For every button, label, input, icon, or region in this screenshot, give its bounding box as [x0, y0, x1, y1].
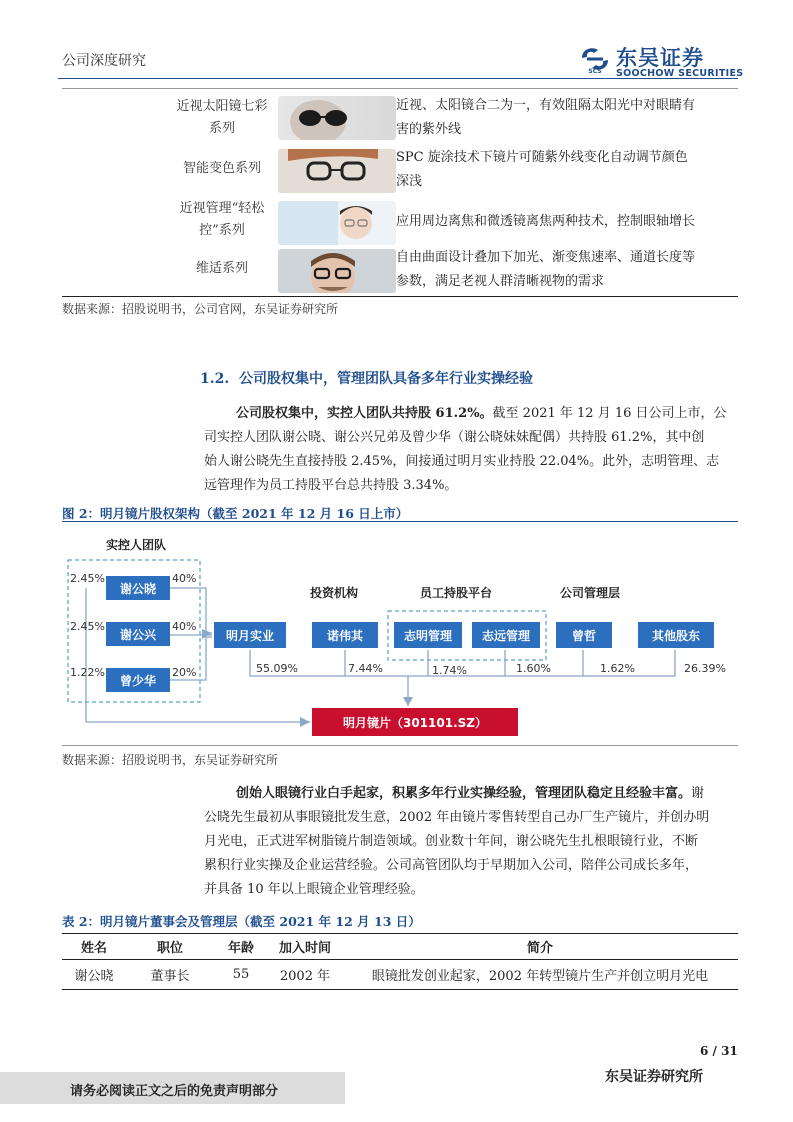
ownership-chart — [0, 522, 793, 744]
series-row — [62, 246, 738, 296]
shareholder-pct-label: 1.60% — [516, 662, 551, 675]
shareholder-pct-label: 1.62% — [600, 662, 635, 675]
direct-pct-label: 2.45% — [70, 620, 105, 633]
series-source: 数据来源：招股说明书，公司官网，东吴证券研究所 — [62, 302, 339, 316]
series-desc: SPC 旋涂技术下镜片可随紫外线变化自动调节颜色 深浅 — [396, 150, 688, 189]
series-row — [62, 198, 738, 248]
man-glasses-photo — [278, 249, 396, 293]
doc-type-label: 公司深度研究 — [62, 53, 146, 69]
controller-xie-gongxing: 谢公兴 — [106, 622, 170, 646]
header-rule — [58, 78, 738, 79]
shareholder-pct-label: 26.39% — [684, 662, 726, 675]
cell-intro: 眼镜批发创业起家，2002 年转型镜片生产并创立明月光电 — [342, 960, 738, 990]
shareholder-others: 其他股东 — [638, 622, 714, 648]
shareholder-nuoweiqi: 诺伟其 — [312, 622, 378, 648]
col-header: 姓名 — [62, 934, 126, 960]
controller-xie-gongxiao: 谢公晓 — [106, 576, 170, 600]
logo-name-cn: 东吴证券 — [616, 46, 704, 70]
section-heading: 1.2. 公司股权集中，管理团队具备多年行业实操经验 — [200, 371, 533, 387]
glasses-woman-photo — [278, 149, 396, 193]
mingyue-pct-label: 40% — [172, 620, 197, 633]
cell-position: 董事长 — [126, 960, 214, 990]
table-header-row — [62, 934, 738, 960]
cell-name: 谢公晓 — [62, 960, 126, 990]
shareholder-zhiyuan: 志远管理 — [472, 622, 540, 648]
col-header: 简介 — [342, 934, 738, 960]
cell-age: 55 — [214, 960, 268, 990]
cell-join: 2002 年 — [268, 960, 342, 990]
controller-zeng-shaohua: 曾少华 — [106, 668, 170, 692]
mingyue-pct-label: 20% — [172, 666, 197, 679]
series-table-bottom-rule — [62, 296, 738, 297]
disclaimer-text: 请务必阅读正文之后的免责声明部分 — [70, 1084, 279, 1099]
series-desc: 自由曲面设计叠加下加光、渐变焦速率、通道长度等 参数，满足老视人群清晰视物的需求 — [396, 250, 696, 289]
table-title: 表 2：明月镜片董事会及管理层（截至 2021 年 12 月 13 日） — [62, 914, 421, 929]
page-number: 6 / 31 — [700, 1044, 738, 1058]
shareholder-pct-label: 55.09% — [256, 662, 298, 675]
col-header: 年龄 — [214, 934, 268, 960]
direct-pct-label: 1.22% — [70, 666, 105, 679]
figure-source: 数据来源：招股说明书，东吴证券研究所 — [62, 753, 279, 767]
col-header: 职位 — [126, 934, 214, 960]
series-name: 维适系列 — [195, 261, 248, 276]
series-row — [62, 94, 738, 144]
logo-name-en: SOOCHOW SECURITIES — [616, 68, 744, 79]
series-desc: 应用周边离焦和微透镜离焦两种技术，控制眼轴增长 — [396, 214, 696, 229]
series-name: 近视管理“轻松 控”系列 — [179, 201, 265, 238]
table-row — [62, 960, 738, 990]
sunglasses-photo — [278, 96, 396, 140]
management-group-label: 公司管理层 — [560, 586, 621, 600]
shareholder-zengzhe: 曾哲 — [556, 622, 612, 648]
shareholder-pct-label: 1.74% — [432, 664, 467, 677]
soochow-logo-icon — [578, 44, 612, 74]
investor-group-label: 投资机构 — [310, 586, 359, 600]
institute-name: 东吴证券研究所 — [605, 1069, 703, 1085]
series-name: 智能变色系列 — [182, 161, 261, 176]
employee-group-label: 员工持股平台 — [420, 586, 493, 600]
series-table-top-rule — [62, 88, 738, 89]
logo-mark-text: SCS — [588, 68, 602, 74]
figure-bottom-rule — [62, 745, 738, 746]
shareholder-zhiming: 志明管理 — [394, 622, 462, 648]
controller-group-label: 实控人团队 — [106, 538, 167, 552]
figure-title: 图 2：明月镜片股权架构（截至 2021 年 12 月 16 日上市） — [62, 506, 409, 521]
series-desc: 近视、太阳镜合二为一，有效阻隔太阳光中对眼睛有 害的紫外线 — [396, 98, 696, 137]
ownership-paragraph: 公司股权集中，实控人团队共持股 61.2%。截至 2021 年 12 月 16 日公司上市，公 司实控人团队谢公晓、谢公兴兄弟及曾少华（谢公晓妹妹配偶）共持股 61.2%，其中创 始人谢公晓先生直接持股 2.45%，间接通过明月实业持股 22.04%。此外，志明管理、志 远管理作为员工持股平台总共持股 3.34%。 — [204, 406, 727, 493]
shareholder-mingyue-industry: 明月实业 — [214, 622, 286, 648]
col-header: 加入时间 — [268, 934, 342, 960]
management-paragraph: 创始人眼镜行业白手起家，积累多年行业实操经验，管理团队稳定且经验丰富。谢 公晓先生最初从事眼镜批发生意，2002 年由镜片零售转型自己办厂生产镜片，并创办明 月光电，正式进军树脂镜片制造领域。创业数十年间，谢公晓先生扎根眼镜行业，不断 累积行业实操及企业运营经验。公司高管团队均于早期加入公司，陪伴公司成长多年， 并具备 10 年以上眼镜企业管理经验。 — [204, 786, 710, 897]
series-row — [62, 146, 738, 196]
target-company-box: 明月镜片（301101.SZ） — [312, 708, 518, 736]
board-table — [62, 933, 738, 990]
shareholder-pct-label: 7.44% — [348, 662, 383, 675]
mingyue-pct-label: 40% — [172, 572, 197, 585]
direct-pct-label: 2.45% — [70, 572, 105, 585]
child-glasses-photo — [278, 201, 396, 245]
series-name: 近视太阳镜七彩 系列 — [176, 99, 268, 136]
